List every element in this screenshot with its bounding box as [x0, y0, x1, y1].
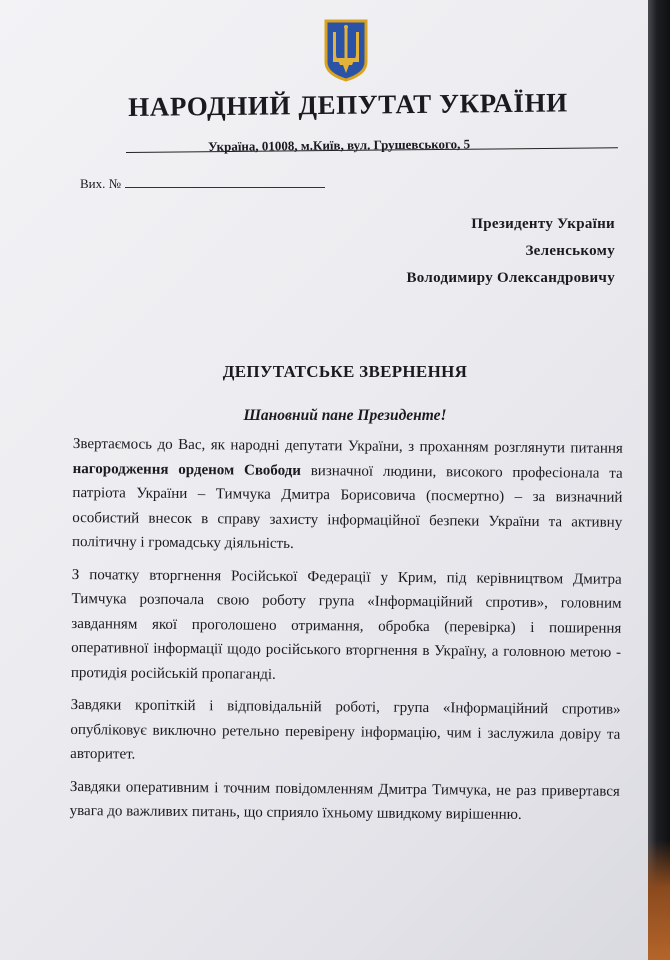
- paragraph-1: [72, 432, 623, 559]
- coat-of-arms-icon: [323, 18, 369, 82]
- background-edge: [648, 0, 670, 960]
- letterhead-title: НАРОДНИЙ ДЕПУТАТ УКРАЇНИ: [128, 87, 568, 122]
- recipient-line-1: Президенту України: [471, 216, 615, 232]
- recipient-line-3: Володимиру Олександровичу: [406, 270, 615, 286]
- outgoing-number-field: [80, 176, 325, 192]
- recipient-line-2: Зеленському: [525, 243, 615, 259]
- outgoing-number-blank: [125, 187, 325, 188]
- paragraph-1-start: Звертаємось до Вас, як народні депутати України, з проханням розглянути питання: [72, 435, 623, 457]
- document-heading: ДЕПУТАТСЬКЕ ЗВЕРНЕННЯ: [222, 362, 468, 381]
- salutation: Шановний пане Президенте!: [243, 407, 447, 424]
- paragraph-4: Завдяки оперативним і точним повідомленням Дмитра Тимчука, не раз привертався увага до важливих питань, що сприяло їхньому швидкому вирішенню.: [69, 778, 620, 823]
- paragraph-1-end: визначної людини, високого професіонала та патріота України – Тимчука Дмитра Борисовича (посмертно) – за визначний особистий внесок в справу захисту інформаційної безпеки України та активну політичну і громадську діяльність.: [71, 462, 623, 552]
- letterhead-address: Україна, 01008, м.Київ, вул. Грушевського, 5: [208, 136, 471, 154]
- paragraph-1-bold: нагородження орденом Свободи: [72, 460, 302, 479]
- letter-body: [70, 432, 623, 836]
- paragraph-3: Завдяки кропіткій і відповідальній роботі, група «Інформаційний спротив» опубліковує виключно ретельно перевірену інформацію, чим і заслужила довіру та авторитет.: [70, 696, 621, 763]
- paragraph-2: З початку вторгнення Російської Федерації у Крим, під керівництвом Дмитра Тимчука розпочала свою роботу група «Інформаційний спротив», головним завданням якої проголошено отримання, обробка (перевірка) і поширення оперативної інформації щодо російського вторгнення в Україну, а головною метою - протидія російській пропаганді.: [70, 566, 622, 683]
- outgoing-number-label: Вих. №: [80, 176, 122, 191]
- background-edge-glow: [648, 840, 670, 960]
